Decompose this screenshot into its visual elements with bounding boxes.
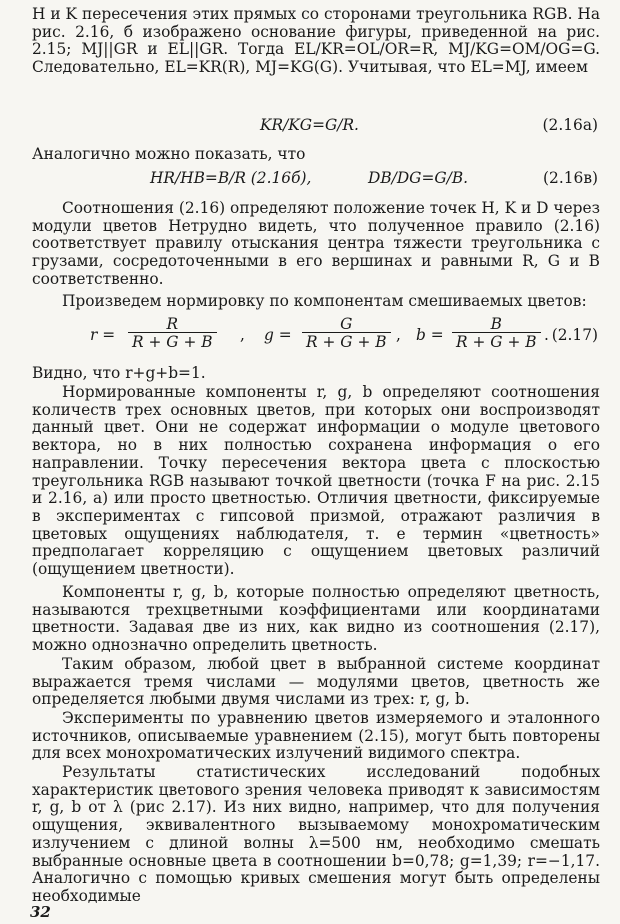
paragraph-normalized-components: Нормированные компоненты r, g, b определяют соотношения количеств трех основных цветов, при которых они воспроизводят данный цвет. Они не содержат информации о модуле цветового вектора, но в них полностью сохранена информация о его направлении. Точку пересечения вектора цвета с плоскостью треугольника RGB называют точкой цветности (точка F на рис. 2.15 и 2.16, а) или просто цветностью. Отличия цветности, фиксируемые в экспериментах с гипсовой призмой, отражают различия в цветовых ощущениях наблюдателя, т. е термин «цветность» предполагает корреляцию с ощущением цветовых различий (ощущением цветности). bbox=[32, 383, 600, 579]
fraction-b: $\frac{B}{R + G + B}$ bbox=[452, 316, 541, 350]
paragraph-normalization: Произведем нормировку по компонентам смешиваемых цветов: bbox=[62, 292, 587, 310]
fraction-r: $\frac{R}{R + G + B}$ bbox=[128, 316, 217, 350]
paragraph-any-color: Таким образом, любой цвет в выбранной системе координат выражается тремя числами — модулями цветов, цветность же определяется любыми двумя числами из трех: r, g, b. bbox=[32, 655, 600, 709]
book-page: H и K пересечения этих прямых со сторонами треугольника RGB. На рис. 2.16, б изображено основание фигуры, приведенной на рис. 2.15; MJ||GR и EL||GR. Тогда EL/KR=OL/OR=R, MJ/KG=OM/OG=G. Следовательно, EL=KR(R), MJ=KG(G). Учитывая, что EL=MJ, имеем KR/KG=G/R. (2.16а) Аналогично можно показать, что HR/HB=B/R (2.16б), DB/DG=G/B. (2.16в) Соотношения (2.16) определяют положение точек H, K и D через модули цветов Нетрудно видеть, что полученное правило (2.16) соответствует правилу отыскания центра тяжести треугольника с грузами, сосредоточенными в его вершинах и равными R, G и B соответственно. Произведем нормировку по компонентам смешиваемых цветов: r = $\frac{R}{R + G + B}$ , g = $\frac{G}{R + G + B}$ , b = $\frac{B}{R + G + B}$ . (2.17) Видно, что r+g+b=1. Нормированные компоненты r, g, b определяют соотношения количеств трех основных цветов, при которых они воспроизводят данный цвет. Они не содержат информации о модуле цветового вектора, но в них полностью сохранена информация о его направлении. Точку пересечения вектора цвета с плоскостью треугольника RGB называют точкой цветности (точка F на рис. 2.15 и 2.16, а) или просто цветностью. Отличия цветности, фиксируемые в экспериментах с гипсовой призмой, отражают различия в цветовых ощущениях наблюдателя, т. е термин «цветность» предполагает корреляцию с ощущением цветовых различий (ощущением цветности). Компоненты r, g, b, которые полностью определяют цветность, называются трехцветными коэффициентами или координатами цветности. Задавая две из них, как видно из соотношения (2.17), можно однозначно определить цветность. Таким образом, любой цвет в выбранной системе координат выражается тремя числами — модулями цветов, цветность же определяется любыми двумя числами из трех: r, g, b. Эксперименты по уравнению цветов измеряемого и эталонного источников, описываемые уравнением (2.15), могут быть повторены для всех монохроматических излучений видимого спектра. Результаты статистических исследований подобных характеристик цветового зрения человека приводят к зависимостям r, g, b от λ (рис 2.17). Из них видно, например, что для получения ощущения, эквивалентного вызываемому монохроматическим излучением с длиной волны λ=500 нм, необходимо смешать выбранные основные цвета в соотношении b=0,78; g=1,39; r=−1,17. Аналогично с помощью кривых смешения могут быть определены необходимые 32 bbox=[30, 5, 600, 921]
page-number: 32 bbox=[30, 903, 51, 921]
fraction-g: $\frac{G}{R + G + B}$ bbox=[302, 316, 391, 350]
paragraph-relations: Соотношения (2.16) определяют положение точек H, K и D через модули цветов Нетрудно видеть, что полученное правило (2.16) соответствует правилу отыскания центра тяжести треугольника с грузами, сосредоточенными в его вершинах и равными R, G и B соответственно. bbox=[32, 199, 600, 288]
paragraph-statistical-results: Результаты статистических исследований подобных характеристик цветового зрения человека приводят к зависимостям r, g, b от λ (рис 2.17). Из них видно, например, что для получения ощущения, эквивалентного вызываемому монохроматическим излучением с длиной волны λ=500 нм, необходимо смешать выбранные основные цвета в соотношении b=0,78; g=1,39; r=−1,17. Аналогично с помощью кривых смешения могут быть определены необходимые bbox=[32, 763, 600, 905]
line-analogously: Аналогично можно показать, что bbox=[32, 145, 306, 163]
equation-2-17: r = $\frac{R}{R + G + B}$ , g = $\frac{G}{R + G + B}$ , b = $\frac{B}{R + G + B}$ . (2.17) bbox=[90, 315, 598, 351]
line-sum-equals-one: Видно, что r+g+b=1. bbox=[32, 364, 206, 382]
paragraph-trichromatic-coefficients: Компоненты r, g, b, которые полностью определяют цветность, называются трехцветными коэффициентами или координатами цветности. Задавая две из них, как видно из соотношения (2.17), можно однозначно определить цветность. bbox=[32, 583, 600, 655]
paragraph-experiments: Эксперименты по уравнению цветов измеряемого и эталонного источников, описываемые уравнением (2.15), могут быть повторены для всех монохроматических излучений видимого спектра. bbox=[32, 709, 600, 763]
paragraph-intro: H и K пересечения этих прямых со сторонами треугольника RGB. На рис. 2.16, б изображено основание фигуры, приведенной на рис. 2.15; MJ||GR и EL||GR. Тогда EL/KR=OL/OR=R, MJ/KG=OM/OG=G. Следовательно, EL=KR(R), MJ=KG(G). Учитывая, что EL=MJ, имеем bbox=[32, 5, 600, 77]
